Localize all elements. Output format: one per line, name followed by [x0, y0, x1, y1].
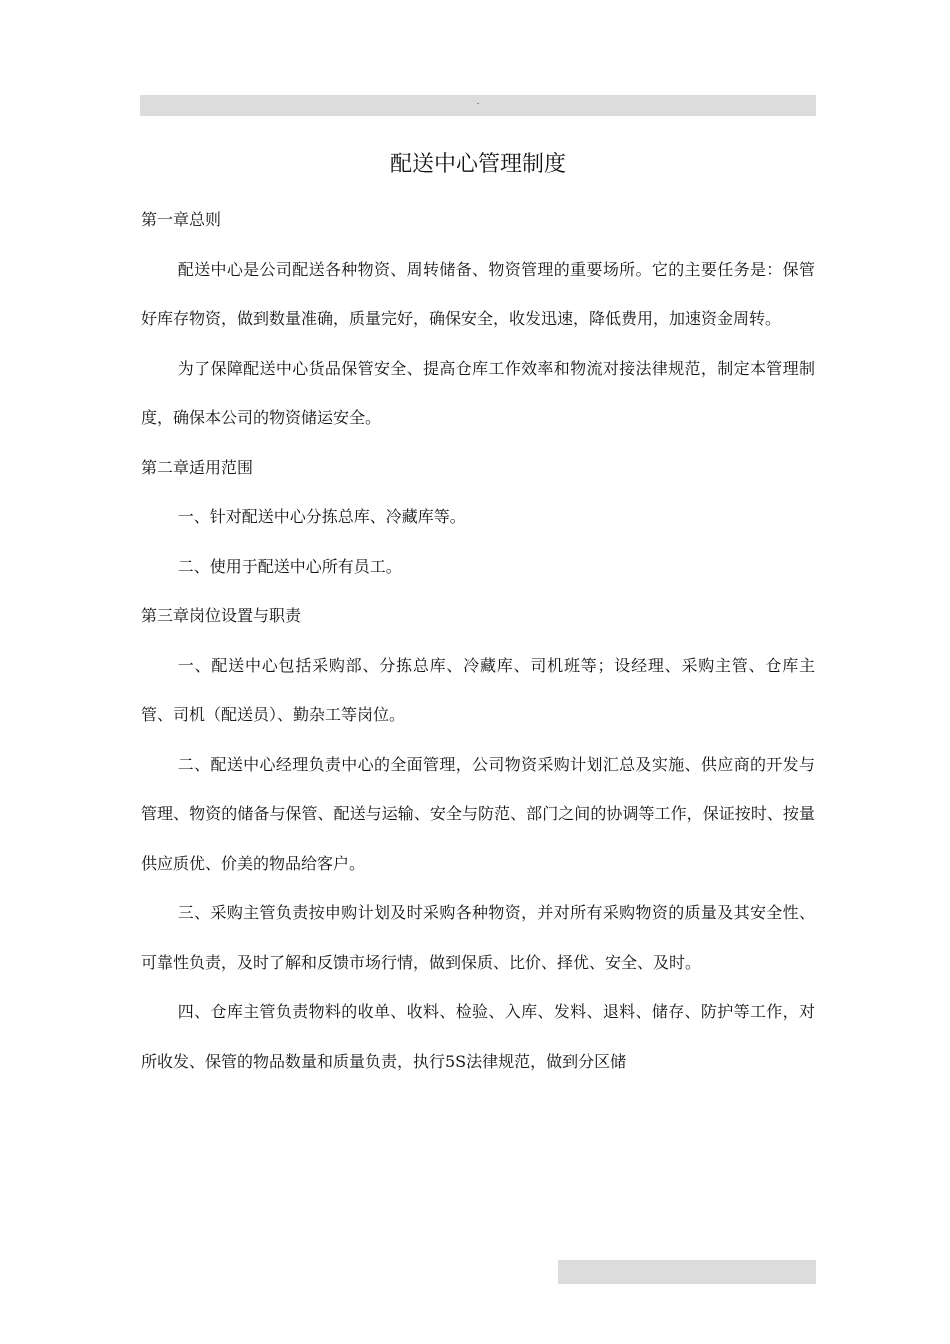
- paragraph: 配送中心是公司配送各种物资、周转储备、物资管理的重要场所。它的主要任务是：保管好库存物资，做到数量准确，质量完好，确保安全，收发迅速，降低费用，加速资金周转。: [141, 259, 815, 328]
- paragraph: 四、仓库主管负责物料的收单、收料、检验、入库、发料、退料、储存、防护等工作，对所收发、保管的物品数量和质量负责，执行5S法律规范，做到分区储: [141, 1002, 815, 1071]
- chapter-heading: 第一章总则: [141, 210, 222, 229]
- paragraph: 一、针对配送中心分拣总库、冷藏库等。: [177, 507, 466, 526]
- paragraph: 一、配送中心包括采购部、分拣总库、冷藏库、司机班等；设经理、采购主管、仓库主管、司机（配送员）、勤杂工等岗位。: [141, 655, 815, 724]
- chapter-heading: 第三章岗位设置与职责: [141, 606, 302, 625]
- document-title: 配送中心管理制度: [389, 152, 566, 177]
- chapter-heading: 第二章适用范围: [141, 457, 254, 477]
- header-mark: .: [476, 97, 480, 107]
- page-footer-bar: [558, 1260, 816, 1284]
- document-body: [141, 145, 815, 1086]
- page-header-bar: [140, 95, 816, 116]
- paragraph: 三、采购主管负责按申购计划及时采购各种物资，并对所有采购物资的质量及其安全性、可靠性负责，及时了解和反馈市场行情，做到保质、比价、择优、安全、及时。: [141, 903, 815, 972]
- paragraph: 二、配送中心经理负责中心的全面管理，公司物资采购计划汇总及实施、供应商的开发与管理、物资的储备与保管、配送与运输、安全与防范、部门之间的协调等工作，保证按时、按量供应质优、价美的物品给客户。: [141, 754, 815, 873]
- paragraph: 二、使用于配送中心所有员工。: [177, 556, 402, 576]
- paragraph: 为了保障配送中心货品保管安全、提高仓库工作效率和物流对接法律规范，制定本管理制度，确保本公司的物资储运安全。: [141, 358, 815, 427]
- document-blocks: [141, 195, 815, 1086]
